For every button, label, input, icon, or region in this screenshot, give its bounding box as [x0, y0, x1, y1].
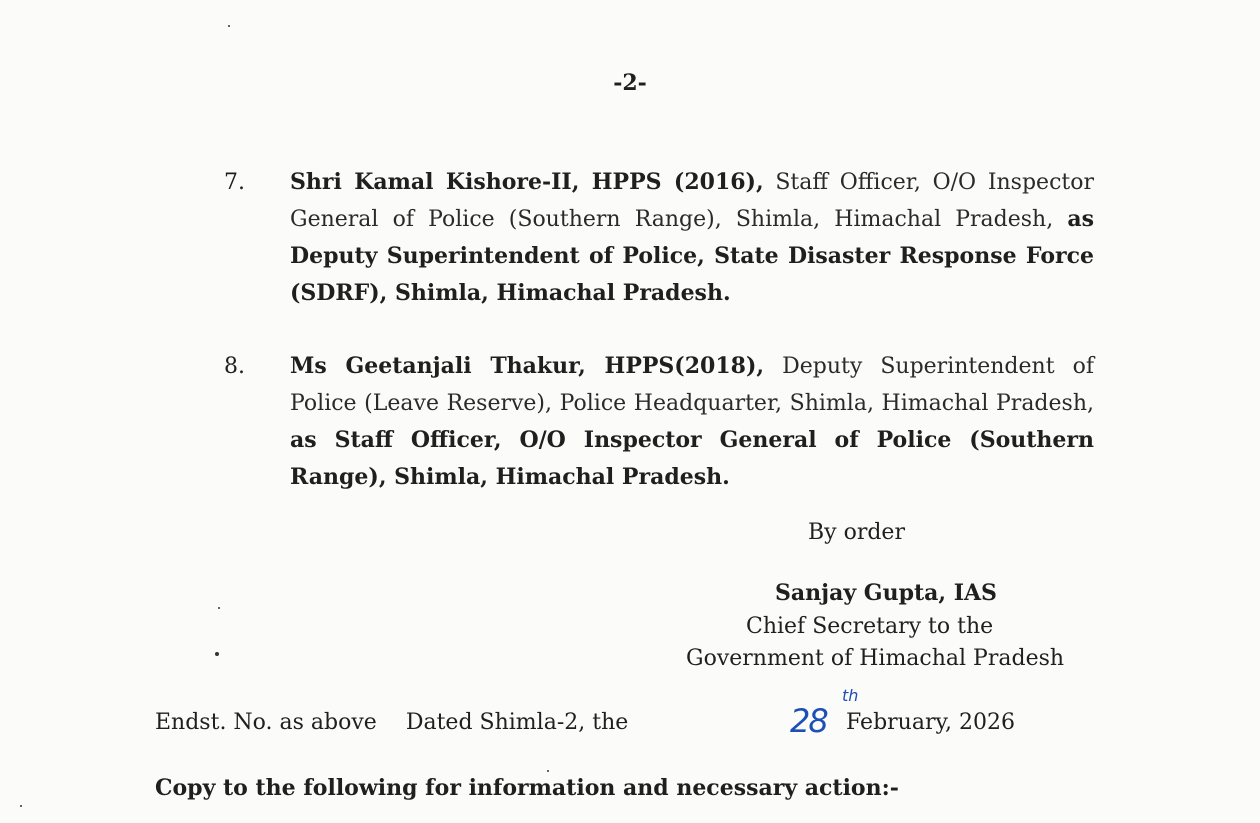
- item-number: 7.: [224, 170, 245, 195]
- officer-name: Ms Geetanjali Thakur, HPPS(2018),: [290, 353, 765, 379]
- scan-speck: [228, 25, 230, 27]
- date-month-year: February, 2026: [846, 710, 1015, 735]
- current-post: Staff Officer, O/O Inspector General of Police (Southern Range), Shimla, Himachal Pradesh,: [290, 170, 1094, 232]
- scan-speck: [20, 805, 22, 807]
- by-order-text: By order: [808, 520, 905, 545]
- scan-speck: [215, 652, 219, 656]
- scan-speck: [547, 770, 549, 772]
- copy-to-heading: Copy to the following for information and necessary action:-: [155, 775, 899, 801]
- item-text: [290, 164, 1094, 312]
- handwritten-day: 28: [790, 702, 827, 740]
- new-post: as Deputy Superintendent of Police, State Disaster Response Force (SDRF), Shimla, Himachal Pradesh.: [290, 206, 1095, 306]
- signatory-designation: Chief Secretary to the: [746, 614, 994, 639]
- current-post: Deputy Superintendent of Police (Leave Reserve), Police Headquarter, Shimla, Himachal Pradesh,: [290, 354, 1094, 416]
- scan-speck: [218, 607, 220, 609]
- endorsement-line: [155, 710, 628, 735]
- endorsement-ref: Endst. No. as above: [155, 710, 377, 735]
- officer-name: Shri Kamal Kishore-II, HPPS (2016),: [290, 169, 764, 195]
- item-number: 8.: [224, 354, 245, 379]
- handwritten-suffix: th: [842, 686, 859, 705]
- page-number: -2-: [613, 70, 647, 96]
- dated-place: Shimla-2, the: [479, 710, 629, 735]
- signatory-name: Sanjay Gupta, IAS: [775, 580, 997, 606]
- dated-label: Dated: [405, 710, 473, 735]
- new-post: as Staff Officer, O/O Inspector General of Police (Southern Range), Shimla, Himachal Pradesh.: [290, 427, 1094, 490]
- signatory-government: Government of Himachal Pradesh: [686, 646, 1065, 671]
- item-text: [290, 348, 1094, 496]
